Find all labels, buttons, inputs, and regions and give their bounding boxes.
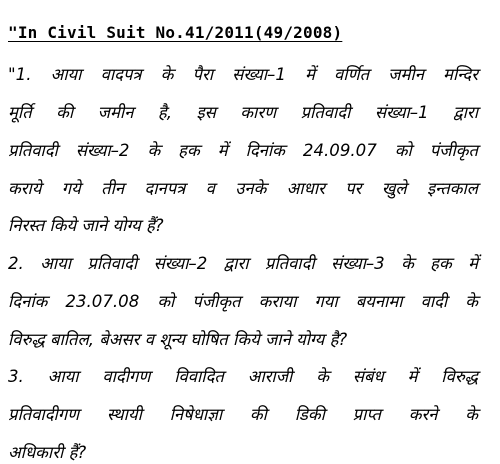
issue-2-line-3: विरुद्ध बातिल, बेअसर व शून्य घोषित किये जाने योग्य है? [8, 330, 348, 349]
issue-2-line-2: दिनांक 23.07.08 को पंजीकृत कराया गया बयनामा वादी के [8, 292, 478, 311]
issue-1-line-3: प्रतिवादी संख्या–2 के हक में दिनांक 24.09.07 को पंजीकृत [8, 141, 478, 160]
issue-2-line-1: 2. आया प्रतिवादी संख्या–2 द्वारा प्रतिवादी संख्या–3 के हक में [8, 254, 478, 273]
issue-1-line-5: निरस्त किये जाने योग्य हैं? [8, 216, 164, 235]
issue-1-line-4: कराये गये तीन दानपत्र व उनके आधार पर खुले इन्तकाल [8, 179, 478, 198]
issue-1-line-1: "1. आया वादपत्र के पैरा संख्या–1 में वर्णित जमीन मन्दिर [8, 65, 478, 84]
case-heading: "In Civil Suit No.41/2011(49/2008) [8, 23, 343, 42]
issue-3-line-2: प्रतिवादीगण स्थायी निषेधाज्ञा की डिकी प्राप्त करने के [8, 405, 478, 424]
issue-3-line-3: अधिकारी हैं? [8, 443, 87, 462]
issue-3-line-1: 3. आया वादीगण विवादित आराजी के संबंध में विरुद्ध [8, 367, 478, 386]
issue-1-line-2: मूर्ति की जमीन है, इस कारण प्रतिवादी संख्या–1 द्वारा [8, 103, 478, 122]
